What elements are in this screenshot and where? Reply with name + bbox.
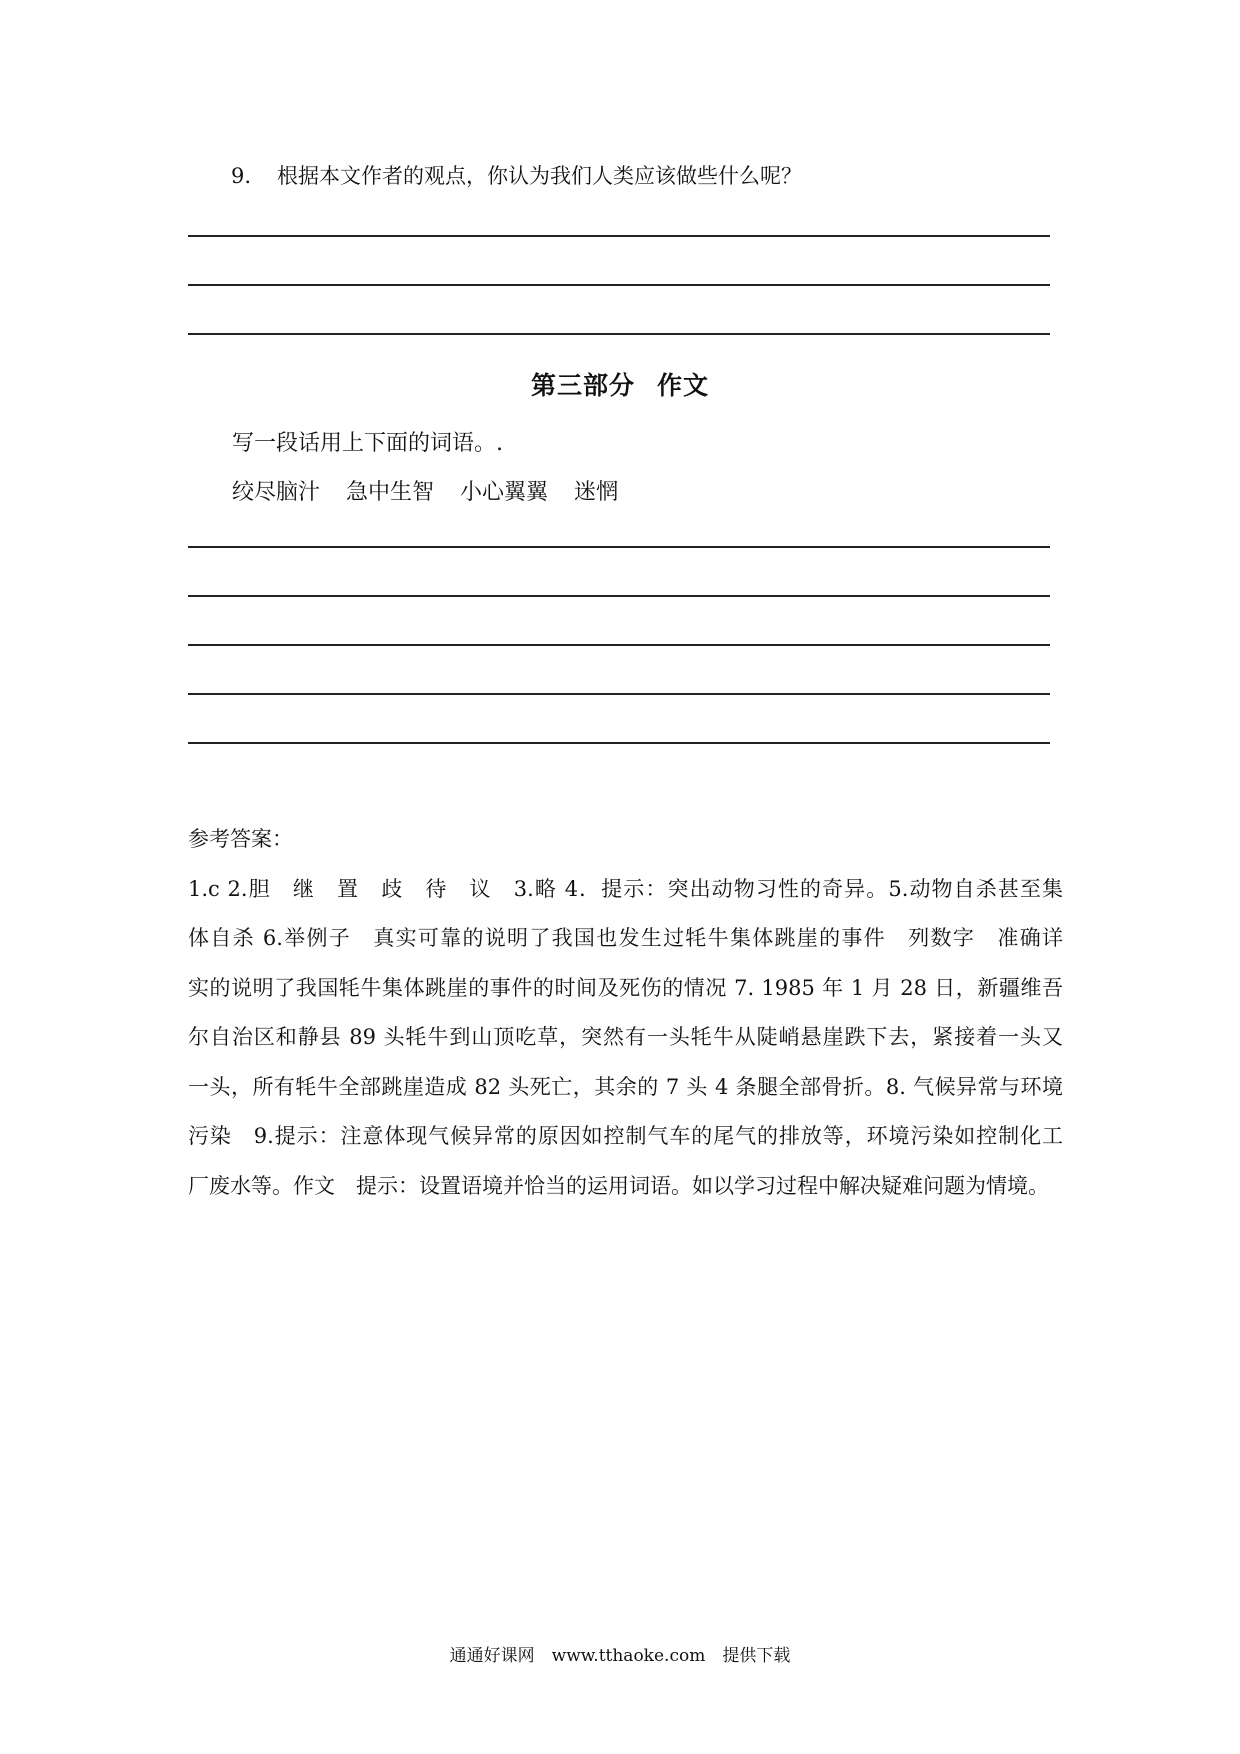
answer-line (188, 284, 1050, 286)
question-number: 9. (231, 164, 252, 188)
section-title-part: 第三部分 (530, 371, 635, 400)
word-item: 小心翼翼 (460, 480, 549, 505)
answer-line (188, 333, 1050, 335)
answer-text-line: 污染 9.提示：注意体现气候异常的原因如控制气车的尾气的排放等，环境污染如控制化工 (188, 1124, 1063, 1148)
essay-prompt: 写一段话用上下面的词语。. (232, 431, 503, 456)
writing-line (188, 693, 1050, 695)
writing-line (188, 644, 1050, 646)
reference-answers (188, 815, 1063, 1211)
section-title (0, 366, 1240, 402)
answer-text-line: 1.c 2.胆 继 置 歧 待 议 3.略 4．提示：突出动物习性的奇异。5.动物自杀甚至集 (188, 876, 1063, 901)
word-item: 迷惘 (574, 480, 619, 505)
page-footer: 通通好课网 www.tthaoke.com 提供下载 (449, 1646, 791, 1666)
answer-text-line: 体自杀 6.举例子 真实可靠的说明了我国也发生过牦牛集体跳崖的事件 列数字 准确详 (188, 926, 1063, 950)
section-title-name: 作文 (657, 371, 710, 400)
word-list (232, 475, 644, 506)
answer-line (188, 235, 1050, 237)
word-item: 绞尽脑汁 (232, 480, 321, 505)
answer-text-line: 实的说明了我国牦牛集体跳崖的事件的时间及死伤的情况 7. 1985 年 1 月 28 日，新疆维吾 (188, 975, 1063, 1000)
answer-text-line: 一头，所有牦牛全部跳崖造成 82 头死亡，其余的 7 头 4 条腿全部骨折。8. 气候异常与环境 (188, 1074, 1063, 1099)
writing-line (188, 546, 1050, 548)
word-item: 急中生智 (346, 480, 435, 505)
question-text: 根据本文作者的观点，你认为我们人类应该做些什么呢？ (277, 164, 802, 188)
answer-text-line: 尔自治区和静县 89 头牦牛到山顶吃草，突然有一头牦牛从陡峭悬崖跌下去，紧接着一头又 (188, 1025, 1063, 1049)
writing-line (188, 742, 1050, 744)
answers-heading: 参考答案： (188, 827, 293, 851)
answer-text-line: 厂废水等。作文 提示：设置语境并恰当的运用词语。如以学习过程中解决疑难问题为情境。 (188, 1173, 1049, 1198)
question-9 (231, 160, 802, 190)
writing-line (188, 595, 1050, 597)
